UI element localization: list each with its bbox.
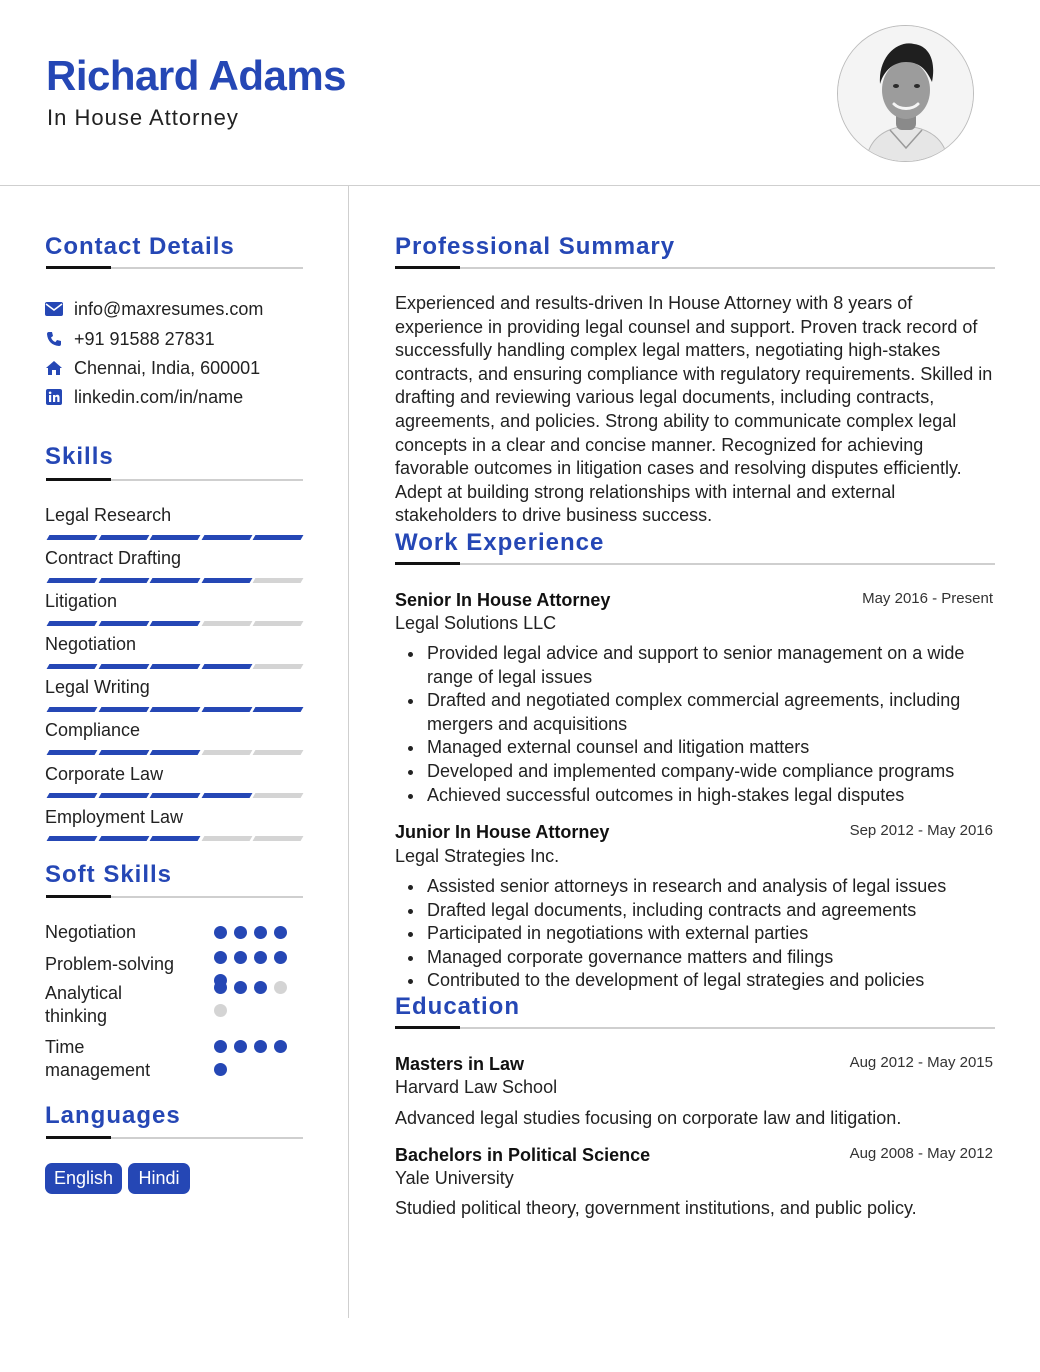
contact-linkedin-text: linkedin.com/in/name [74, 386, 244, 407]
envelope-icon [45, 300, 63, 318]
skill-rating-segment [253, 664, 304, 669]
school-name: Yale University [395, 1168, 514, 1188]
soft-skill-dot [274, 926, 287, 939]
skill-rating-segment [47, 664, 98, 669]
skill-rating-segment [201, 535, 252, 540]
soft-skills-heading: Soft Skills [45, 861, 173, 888]
skill-rating-segment [150, 621, 201, 626]
skill-label: Contract Drafting [45, 548, 182, 568]
soft-skill-dot [214, 926, 227, 939]
skill-rating-segment [47, 707, 98, 712]
skill-label: Litigation [45, 591, 118, 611]
resume-header [0, 0, 1040, 186]
skill-rating-segment [98, 707, 149, 712]
experience-heading: Work Experience [395, 529, 605, 556]
skill-rating-segment [201, 578, 252, 583]
soft-skills-heading-rule [46, 896, 303, 898]
skill-rating-segment [253, 578, 304, 583]
skill-rating-bar [46, 836, 302, 841]
soft-skill-label: Analytical thinking [45, 983, 123, 1026]
skill-rating-segment [150, 836, 201, 841]
skill-rating-segment [201, 707, 252, 712]
column-divider [348, 186, 349, 1318]
languages-heading: Languages [45, 1102, 181, 1129]
skill-rating-segment [47, 535, 98, 540]
soft-skill-dot [234, 981, 247, 994]
candidate-title: In House Attorney [47, 105, 239, 130]
skill-rating-segment [150, 664, 201, 669]
skills-heading: Skills [45, 443, 114, 470]
degree-title: Bachelors in Political Science [395, 1145, 651, 1165]
skill-rating-segment [201, 793, 252, 798]
skill-rating-segment [253, 535, 304, 540]
contact-phone[interactable] [45, 327, 215, 351]
skill-rating-bar [46, 621, 302, 626]
soft-skill-dot [214, 1063, 227, 1076]
job-bullet-list [395, 875, 995, 993]
soft-skill-dot [234, 926, 247, 939]
linkedin-icon [45, 388, 63, 406]
list-item: Managed external counsel and litigation matters [395, 736, 995, 760]
job-company: Legal Solutions LLC [395, 613, 557, 633]
contact-heading-rule [46, 267, 303, 269]
contact-heading: Contact Details [45, 233, 235, 260]
skill-label: Legal Writing [45, 677, 150, 697]
education-heading: Education [395, 993, 521, 1020]
skill-rating-segment [253, 707, 304, 712]
skill-rating-bar [46, 793, 302, 798]
degree-description: Studied political theory, government institutions, and public policy. [395, 1198, 917, 1218]
soft-skill-dot [254, 926, 267, 939]
skill-rating-segment [253, 750, 304, 755]
profile-photo [837, 25, 974, 162]
list-item: Participated in negotiations with external parties [395, 922, 995, 946]
skills-heading-rule [46, 479, 303, 481]
skill-label: Negotiation [45, 634, 137, 654]
skill-rating-segment [253, 836, 304, 841]
experience-heading-rule [395, 563, 995, 565]
skill-label: Corporate Law [45, 764, 164, 784]
skill-rating-segment [253, 793, 304, 798]
soft-skill-label: Negotiation [45, 922, 137, 942]
school-name: Harvard Law School [395, 1077, 558, 1097]
language-tag-hindi: Hindi [128, 1163, 190, 1194]
skill-rating-segment [47, 793, 98, 798]
skill-label: Compliance [45, 720, 141, 740]
skill-rating-segment [98, 836, 149, 841]
skill-rating-segment [98, 621, 149, 626]
skill-rating-segment [150, 707, 201, 712]
job-dates: Sep 2012 - May 2016 [849, 822, 993, 839]
skill-rating-segment [98, 535, 149, 540]
skill-rating-segment [201, 664, 252, 669]
skill-rating-segment [47, 750, 98, 755]
soft-skill-dot [214, 981, 227, 994]
skill-rating-segment [201, 621, 252, 626]
soft-skill-dot [234, 951, 247, 964]
contact-linkedin[interactable] [45, 385, 243, 409]
summary-heading: Professional Summary [395, 233, 676, 260]
home-icon [45, 359, 63, 377]
contact-email[interactable] [45, 297, 263, 321]
skill-rating-segment [47, 621, 98, 626]
degree-description: Advanced legal studies focusing on corporate law and litigation. [395, 1108, 902, 1128]
contact-address-text: Chennai, India, 600001 [74, 357, 261, 378]
contact-phone-text: +91 91588 27831 [74, 328, 215, 349]
summary-text: Experienced and results-driven In House Attorney with 8 years of experience in providing legal counsel and support. Proven track record of successfully handling complex legal matters, negotiating high-stakes contracts, and ensuring compliance with regulatory requirements. Skilled in drafting and reviewing various legal documents, including contracts, agreements, and policies. Strong ability to communicate complex legal concepts in a clear and concise manner. Recognized for achieving favorable outcomes in litigation cases and resolving disputes efficiently. Adept at building strong relationships with internal and external stakeholders to drive business success. [395, 293, 993, 526]
skill-rating-bar [46, 535, 302, 540]
soft-skill-dot [254, 981, 267, 994]
list-item: Managed corporate governance matters and filings [395, 946, 995, 970]
candidate-name: Richard Adams [46, 52, 347, 99]
skill-rating-segment [47, 836, 98, 841]
list-item: Assisted senior attorneys in research and analysis of legal issues [395, 875, 995, 899]
summary-heading-rule [395, 267, 995, 269]
list-item: Drafted and negotiated complex commercial agreements, including mergers and acquisitions [395, 689, 995, 736]
job-bullet-list [395, 642, 995, 807]
skill-rating-segment [98, 793, 149, 798]
skill-rating-segment [253, 621, 304, 626]
soft-skill-dot [274, 1040, 287, 1053]
soft-skill-label: Problem-solving [45, 954, 175, 974]
soft-skill-dot [274, 981, 287, 994]
contact-email-text: info@maxresumes.com [74, 298, 264, 319]
soft-skill-dot [274, 951, 287, 964]
job-title: Junior In House Attorney [395, 822, 610, 842]
degree-dates: Aug 2008 - May 2012 [849, 1145, 993, 1162]
skill-rating-bar [46, 707, 302, 712]
soft-skill-dot [254, 1040, 267, 1053]
skill-rating-segment [201, 750, 252, 755]
skill-rating-segment [150, 793, 201, 798]
job-company: Legal Strategies Inc. [395, 846, 560, 866]
skill-rating-segment [47, 578, 98, 583]
soft-skill-dot [214, 1040, 227, 1053]
skill-label: Employment Law [45, 807, 184, 827]
list-item: Contributed to the development of legal strategies and policies [395, 969, 995, 993]
skill-rating-segment [150, 535, 201, 540]
soft-skill-dot [234, 1040, 247, 1053]
languages-heading-rule [46, 1137, 303, 1139]
soft-skill-label: Time management [45, 1037, 151, 1080]
skill-rating-bar [46, 750, 302, 755]
skill-rating-bar [46, 664, 302, 669]
list-item: Achieved successful outcomes in high-stakes legal disputes [395, 784, 995, 808]
skill-rating-bar [46, 578, 302, 583]
skill-rating-segment [98, 578, 149, 583]
skill-rating-segment [98, 664, 149, 669]
list-item: Provided legal advice and support to senior management on a wide range of legal issues [395, 642, 995, 689]
skill-rating-segment [98, 750, 149, 755]
phone-icon [45, 330, 63, 348]
education-heading-rule [395, 1027, 995, 1029]
list-item: Developed and implemented company-wide compliance programs [395, 760, 995, 784]
degree-dates: Aug 2012 - May 2015 [849, 1054, 993, 1071]
skill-rating-segment [150, 750, 201, 755]
soft-skill-dot [214, 1004, 227, 1017]
list-item: Drafted legal documents, including contracts and agreements [395, 899, 995, 923]
job-title: Senior In House Attorney [395, 590, 611, 610]
contact-address [45, 356, 260, 380]
person-photo-icon [838, 26, 974, 162]
skill-rating-segment [201, 836, 252, 841]
degree-title: Masters in Law [395, 1054, 525, 1074]
language-tag-english: English [45, 1163, 122, 1194]
soft-skill-dot [214, 951, 227, 964]
soft-skill-dot [254, 951, 267, 964]
job-dates: May 2016 - Present [862, 590, 993, 607]
skill-label: Legal Research [45, 505, 172, 525]
skill-rating-segment [150, 578, 201, 583]
